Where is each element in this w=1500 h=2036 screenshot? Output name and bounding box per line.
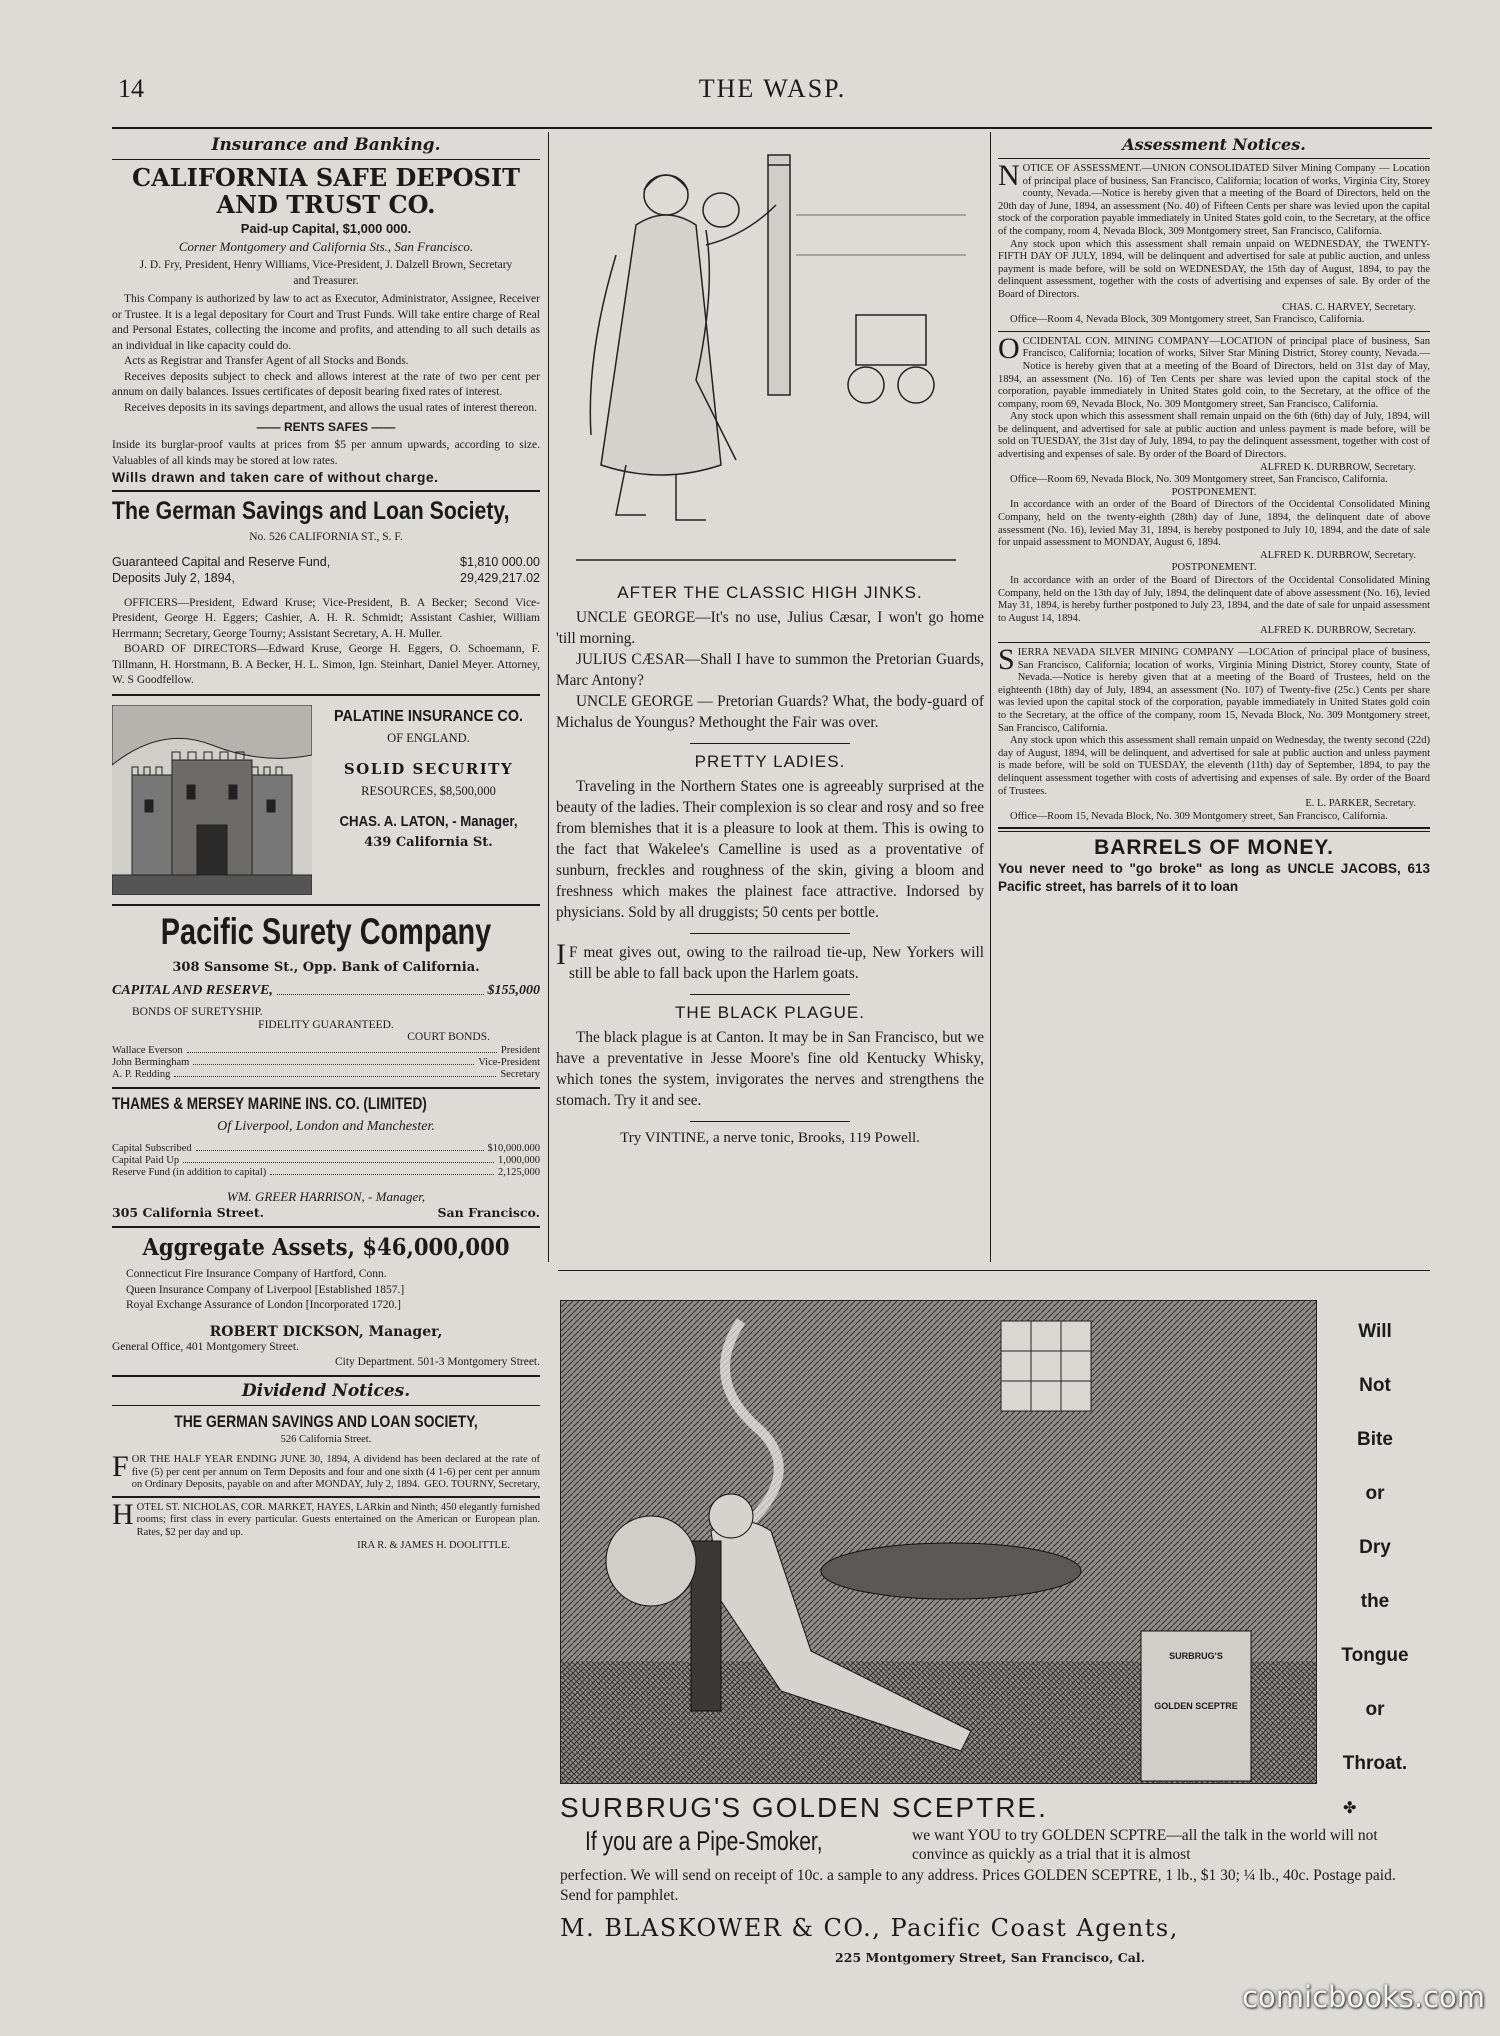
- cartoon-illustration: [556, 135, 984, 565]
- sierra-office: Office—Room 15, Nevada Block, No. 309 Montgomery street, San Francisco, California.: [1010, 810, 1388, 822]
- dividend-body: OR THE HALF YEAR ENDING JUNE 30, 1894, A dividend has been declared at the rate of five (5) per cent per annum on Term Deposits and four and one sixth (4 1-6) per cent per annum on Ordinary Deposits, payable on and after MONDAY, July 2, 1894.: [131, 1454, 540, 1491]
- union-body-2: Any stock upon which this assessment shall remain unpaid on WEDNESDAY, the TWENTY-FIFTH DAY OF JULY, 1894, will be delinquent and advertised for sale at public auction, and unless payment is made before, will be sold on WEDNESDAY, the 15th day of August, 1894, to pay the delinquent assessment, together with the costs of advertising and expenses of sale. By order of the Board of Directors.: [998, 238, 1430, 300]
- barrels-text: You never need to "go broke" as long as UNCLE JACOBS, 613 Pacific street, has barrels of it to loan: [998, 861, 1430, 895]
- pacific-officer-row-value: Vice-President: [478, 1057, 540, 1068]
- calsafe-body-3: Receives deposits subject to check and allows interest at the rate of two per cent per annum on daily balances. Issues certificates of deposit bearing fixed rates of interest.: [112, 370, 540, 398]
- palatine-solid: SOLID SECURITY: [343, 759, 514, 778]
- cartoon-line-1: UNCLE GEORGE—It's no use, Julius Cæsar, I won't go home 'till morning.: [556, 609, 984, 647]
- section-title-assessment: Assessment Notices.: [1122, 135, 1306, 154]
- surbrug-address: 225 Montgomery Street, San Francisco, Cal.: [835, 1950, 1145, 1965]
- cartoon-line-3: UNCLE GEORGE — Pretorian Guards? What, the body-guard of Michalus de Youngus? Methought the Fair was over.: [556, 693, 984, 731]
- slogan-word-2: Not: [1359, 1375, 1391, 1396]
- german-capital-row: [112, 554, 540, 570]
- calsafe-body-5: Inside its burglar-proof vaults at prices from $5 per annum upwards, according to size. Valuables of all kinds may be stored at low rates.: [112, 439, 540, 467]
- occidental-body-2: Any stock upon which this assessment shall remain unpaid on the 6th (6th) day of July, 1894, will be delinquent, and advertised for sale at public auction and unless payment is made before, will be sold on TUESDAY, the 31st day of July, 1894, to pay the delinquent assessment, together with cost of advertising and expenses of sale. By order of the Board of Directors.: [998, 411, 1430, 461]
- surbrug-agents: M. BLASKOWER & CO., Pacific Coast Agents,: [560, 1914, 1179, 1942]
- postponement-1-signature: ALFRED K. DURBROW, Secretary.: [1260, 549, 1416, 561]
- pacific-fidelity: FIDELITY GUARANTEED.: [258, 1019, 394, 1031]
- pacific-address: 308 Sansome St., Opp. Bank of California.: [172, 959, 480, 975]
- calsafe-name: CALIFORNIA SAFE DEPOSIT AND TRUST CO.: [132, 163, 520, 219]
- pacific-capital-label: CAPITAL AND RESERVE,: [112, 982, 273, 998]
- german-officers: OFFICERS—President, Edward Kruse; Vice-President, B. A Becker; Second Vice-President, George H. Eggers; Cashier, A. H. R. Schmidt; Assistant Cashier, William Herrmann; Secretary, George Tourny; Assistant Secretary, A. H. Muller.: [112, 596, 540, 640]
- black-plague-text: The black plague is at Canton. It may be in San Francisco, but we have a preventative in Jesse Moore's fine old Kentucky Whisky, which tones the system, invigorates the nerves and strengthens the stomach. Try it and see.: [556, 1029, 984, 1109]
- postponement-1-title: POSTPONEMENT.: [1171, 486, 1257, 498]
- pacific-bonds: BONDS OF SURETYSHIP.: [132, 1005, 263, 1018]
- pacific-officer-row: [112, 1057, 540, 1069]
- high-jinks-cartoon: [556, 135, 984, 575]
- calsafe-capital: Paid-up Capital, $1,000 000.: [240, 221, 412, 236]
- barrels-title: BARRELS OF MONEY.: [1094, 836, 1334, 860]
- pretty-ladies-text: Traveling in the Northern States one is agreeably surprised at the beauty of the ladies. Their complexion is so clear and rosy and so free from blemishes that it is a pleasure to look at them. This is owing to the fact that Wakelee's Camelline is used as a proventative of sunburn, freckles and roughness of the skin, giving a bloom and freshness which makes the plainest face attractive. Indorsed by physicians. Sold by all druggists; 50 cents per bottle.: [556, 778, 984, 921]
- thames-name: THAMES & MERSEY MARINE INS. CO. (LIMITED): [112, 1094, 427, 1113]
- thames-capital-row: [112, 1155, 540, 1167]
- palatine-address: 439 California St.: [364, 834, 493, 850]
- german-deposits-label: Deposits July 2, 1894,: [112, 570, 235, 585]
- thames-capital-row-label: Capital Subscribed: [112, 1143, 192, 1154]
- meat-dropcap: I: [556, 938, 566, 971]
- occidental-dropcap: O: [998, 331, 1020, 365]
- hotel-dropcap: H: [112, 1497, 134, 1531]
- aggregate-line-3: Royal Exchange Assurance of London [Incorporated 1720.]: [126, 1299, 401, 1311]
- slogan-word-5: Dry: [1359, 1537, 1391, 1558]
- section-title-dividend: Dividend Notices.: [241, 1380, 411, 1401]
- insurance-banking-column: [112, 135, 540, 1897]
- pacific-officer-row-label: A. P. Redding: [112, 1069, 171, 1080]
- palatine-name: PALATINE INSURANCE CO.: [333, 707, 524, 725]
- german-society-name: The German Savings and Loan Society,: [112, 497, 510, 525]
- assessment-column: [998, 135, 1430, 1255]
- side-slogan: [1320, 1305, 1430, 1791]
- hotel-notice: [112, 1497, 540, 1540]
- smoker-engraving: [560, 1300, 1317, 1784]
- occidental-body: CCIDENTAL CON. MINING COMPANY—LOCATION of principal place of business, San Francisco, California; location of works, Silver Star Mining District, Storey county, Nevada.—Notice is hereby given that at a meeting of the Board of Directors, held on 31st day of May, 1894, an assessment (No. 16) of Ten Cents per share was levied upon the capital stock of the corporation, payable immediately in United States gold coin, to the Secretary, at the office of the company, room 69, Nevada Block, No. 309 Montgomery street, San Francisco, California.: [998, 335, 1430, 410]
- aggregate-line-2: Queen Insurance Company of Liverpool [Established 1857.]: [126, 1283, 405, 1296]
- calsafe-body-1: This Company is authorized by law to act as Executor, Administrator, Assignee, Receiver or Trustee. It is a legal depositary for Court and Trust Funds. Will take entire charge of Real and Personal Estates, collecting the income and profits, and attending to all such details as an individual in like capacity could do.: [112, 293, 540, 352]
- postponement-2-signature: ALFRED K. DURBROW, Secretary.: [1260, 625, 1416, 637]
- column-rule-right: [990, 132, 991, 1262]
- calsafe-officers: J. D. Fry, President, Henry Williams, Vice-President, J. Dalzell Brown, Secretary and Treasurer.: [139, 259, 513, 287]
- thames-capital-row-label: Capital Paid Up: [112, 1155, 180, 1166]
- pacific-officer-row-label: John Bermingham: [112, 1057, 190, 1068]
- slogan-word-3: Bite: [1357, 1429, 1393, 1450]
- union-body: OTICE OF ASSESSMENT.—UNION CONSOLIDATED Silver Mining Company — Location of principal place of business, San Francisco, California; location of works, Virginia City, Storey county, Nevada.—Notice is hereby given that a meeting of the Board of Directors, held on the 20th day of June, 1894, an assessment (No. 40) of Fifteen Cents per share was levied upon the capital stock of the corporation payable immediately in United States gold coin, to the Secretary, at the office of the company, room 4, Nevada Block, 309 Montgomery street, San Francisco, California.: [998, 163, 1430, 237]
- calsafe-body-2: Acts as Registrar and Transfer Agent of all Stocks and Bonds.: [124, 355, 409, 367]
- palatine-resources: RESOURCES, $8,500,000: [361, 783, 496, 798]
- german-society-address: No. 526 CALIFORNIA ST., S. F.: [249, 531, 403, 543]
- thames-capital-row-value: $10,000.000: [487, 1143, 540, 1154]
- pacific-capital-row: [112, 983, 540, 999]
- black-plague-title: THE BLACK PLAGUE.: [675, 1003, 865, 1022]
- surbrug-tagline: If you are a Pipe-Smoker,: [585, 1826, 823, 1856]
- slogan-word-4: or: [1365, 1483, 1385, 1504]
- union-dropcap: N: [998, 159, 1020, 192]
- section-title-insurance: Insurance and Banking.: [211, 135, 441, 155]
- column-rule-left: [548, 132, 549, 1262]
- german-deposits-row: [112, 570, 540, 586]
- german-capital-label: Guaranteed Capital and Reserve Fund,: [112, 554, 331, 569]
- aggregate-line-1: Connecticut Fire Insurance Company of Hartford, Conn.: [126, 1268, 387, 1280]
- ad-top-rule: [558, 1270, 1430, 1271]
- sierra-body: IERRA NEVADA SILVER MINING COMPANY —LOCAtion of principal place of business, San Francisco, California; location of works, Virginia Mining District, Storey county, State of Nevada.—Notice is hereby given that at a meeting of the Board of Trustees, held on the eighteenth (18th) day of July, 1894, an assessment (No. 107) of Twenty-five (25c.) Cents per share was levied upon the capital stock of the corporation, payable immediately in United States gold coin to the Secretary, at the office of the company, room 15, Nevada Block, No. 309 Montgomery street, San Francisco, California.: [998, 646, 1430, 734]
- rents-safes-heading: —— RENTS SAFES ——: [256, 420, 396, 434]
- masthead-title: THE WASP.: [698, 74, 847, 103]
- thames-city: San Francisco.: [437, 1205, 540, 1220]
- hotel-body: OTEL ST. NICHOLAS, COR. MARKET, HAYES, LARkin and Ninth; 450 elegantly furnished rooms; first class in every particular. Guests entertained on the American or European plan. Rates, $2 per day and up.: [136, 1501, 540, 1539]
- palatine-ad: [112, 700, 540, 900]
- slogan-word-8: or: [1365, 1699, 1385, 1720]
- union-notice: [998, 159, 1430, 239]
- thames-manager: WM. GREER HARRISON, - Manager,: [226, 1189, 426, 1204]
- rents-safes-label: RENTS SAFES: [283, 420, 368, 434]
- pacific-officer-row: [112, 1069, 540, 1081]
- thames-capital-row-value: 1,000,000: [498, 1155, 540, 1166]
- sierra-dropcap: S: [998, 642, 1015, 676]
- pacific-officer-row-value: Secretary: [500, 1069, 540, 1080]
- slogan-word-9: Throat.: [1342, 1753, 1408, 1774]
- sierra-signature: E. L. PARKER, Secretary.: [1305, 798, 1416, 810]
- ornament-icon: ✤: [1343, 1800, 1357, 1817]
- postponement-1-text: In accordance with an order of the Board of Directors of the Occidental Consolidated Mining Company, held on the twenty-eighth (28th) day of June, 1894, the delinquent date of above assessment (No. 16), levied May 31, 1894, is hereby postponed to July 10, 1894, and the date of sale for unpaid assessment to MONDAY, August 6, 1894.: [998, 499, 1430, 549]
- slogan-word-6: the: [1360, 1591, 1390, 1612]
- occidental-office: Office—Room 69, Nevada Block, No. 309 Montgomery street, San Francisco, California.: [1010, 474, 1388, 486]
- thames-street: 305 California Street.: [112, 1205, 264, 1220]
- thames-of: Of Liverpool, London and Manchester.: [217, 1119, 435, 1134]
- page-number: 14: [118, 74, 144, 103]
- dividend-signature: GEO. TOURNY, Secretary,: [424, 1479, 540, 1491]
- tin-label-line-2: GOLDEN SCEPTRE: [1154, 1701, 1238, 1711]
- pacific-officer-row: [112, 1045, 540, 1057]
- pacific-capital-value: $155,000: [487, 982, 540, 998]
- dividend-address: 526 California Street.: [280, 1433, 372, 1445]
- slogan-word-1: Will: [1358, 1321, 1392, 1342]
- watermark: comicbooks.com: [1242, 1980, 1485, 2014]
- surbrug-title: SURBRUG'S GOLDEN SCEPTRE.: [560, 1792, 1048, 1823]
- pacific-surety-name: Pacific Surety Company: [160, 910, 492, 952]
- union-signature: CHAS. C. HARVEY, Secretary.: [1282, 301, 1416, 313]
- palatine-manager: CHAS. A. LATON, - Manager,: [339, 812, 518, 830]
- postponement-2-text: In accordance with an order of the Board of Directors of the Occidental Consolidated Mining Company, held on the 13th day of July, 1894, the delinquent date of above assessment (No. 16), levied May 31, 1894, is hereby further postponed to July 23, 1894, and the date of sale for unpaid assessment to August 14, 1894.: [998, 575, 1430, 624]
- pretty-ladies-title: PRETTY LADIES.: [694, 752, 846, 771]
- aggregate-title: Aggregate Assets, $46,000,000: [142, 1234, 510, 1261]
- tin-label: [1146, 1651, 1246, 1711]
- calsafe-address: Corner Montgomery and California Sts., San Francisco.: [178, 239, 474, 254]
- cartoon-line-2: JULIUS CÆSAR—Shall I have to summon the Pretorian Guards, Marc Antony?: [556, 651, 984, 689]
- postponement-2-title: POSTPONEMENT.: [1171, 562, 1257, 574]
- dividend-society-name: THE GERMAN SAVINGS AND LOAN SOCIETY,: [174, 1411, 478, 1431]
- union-office: Office—Room 4, Nevada Block, 309 Montgomery street, San Francisco, California.: [1010, 314, 1365, 326]
- aggregate-city: City Department. 501-3 Montgomery Street.: [334, 1356, 540, 1368]
- thames-capital-row-label: Reserve Fund (in addition to capital): [112, 1167, 267, 1178]
- meat-item: [556, 938, 984, 984]
- thames-capital-row-value: 2,125,000: [498, 1167, 540, 1178]
- dividend-notice: [112, 1450, 540, 1492]
- german-deposits-value: 29,429,217.02: [460, 570, 540, 585]
- thames-capital-table: [112, 1143, 540, 1179]
- dividend-dropcap: F: [112, 1450, 129, 1484]
- pacific-officer-row-label: Wallace Everson: [112, 1045, 183, 1056]
- sierra-body-2: Any stock upon which this assessment shall remain unpaid on Wednesday, the twenty second (22d) day of August, 1894, will be delinquent, and advertised for sale at public auction and unless payment is made before, will be sold on TUESDAY, the eleventh (11th) day of September, 1894, to pay the delinquent assessment together with costs of advertising and expenses of sale. By order of the Board of Trustees.: [998, 735, 1430, 797]
- pacific-officers-list: [112, 1045, 540, 1081]
- tin-label-line-1: SURBRUG'S: [1169, 1651, 1223, 1661]
- surbrug-ad-text: [560, 1792, 1420, 1965]
- occidental-signature: ALFRED K. DURBROW, Secretary.: [1260, 461, 1416, 473]
- aggregate-office: General Office, 401 Montgomery Street.: [112, 1340, 299, 1353]
- castle-illustration: [112, 705, 312, 895]
- editorial-column: [556, 135, 984, 1255]
- surbrug-body-a: we want YOU to try GOLDEN SCPTRE—all the talk in the world will not convince as quickly as a trial that it is almost: [912, 1827, 1378, 1863]
- palatine-of: OF ENGLAND.: [387, 730, 470, 745]
- meat-text: F meat gives out, owing to the railroad tie-up, New Yorkers will still be able to fall back upon the Harlem goats.: [569, 944, 984, 982]
- german-capital-value: $1,810 000.00: [460, 554, 540, 569]
- header-rule: [112, 127, 1432, 129]
- vintine-line: Try VINTINE, a nerve tonic, Brooks, 119 Powell.: [620, 1130, 920, 1146]
- occidental-notice: [998, 331, 1430, 412]
- wills-line: Wills drawn and taken care of without charge.: [112, 469, 439, 485]
- pacific-officer-row-value: President: [500, 1045, 540, 1056]
- surbrug-body-b: perfection. We will send on receipt of 10c. a sample to any address. Prices GOLDEN SCEPTRE, 1 lb., $1 30; ¼ lb., 40c. Postage paid. Send for pamphlet.: [560, 1867, 1396, 1904]
- thames-address-row: [112, 1205, 540, 1220]
- thames-capital-row: [112, 1167, 540, 1179]
- thames-capital-row: [112, 1143, 540, 1155]
- sierra-notice: [998, 642, 1430, 735]
- german-directors: BOARD OF DIRECTORS—Edward Kruse, George H. Eggers, O. Schoemann, F. Tillmann, H. Horstmann, B. A Becker, H. L. Simon, Ign. Steinhart, Daniel Meyer. Attorney, W. S Goodfellow.: [112, 643, 540, 686]
- pacific-court: COURT BONDS.: [407, 1031, 490, 1043]
- cartoon-title: AFTER THE CLASSIC HIGH JINKS.: [617, 583, 923, 602]
- hotel-signature: IRA R. & JAMES H. DOOLITTLE.: [357, 1539, 510, 1551]
- calsafe-body-4: Receives deposits in its savings department, and allows the usual rates of interest thereon.: [124, 401, 537, 414]
- page-header: [110, 74, 1435, 114]
- palatine-text: [317, 708, 540, 850]
- aggregate-manager: ROBERT DICKSON, Manager,: [209, 1323, 443, 1340]
- slogan-word-7: Tongue: [1341, 1645, 1409, 1666]
- surbrug-pitch: [560, 1826, 1420, 1870]
